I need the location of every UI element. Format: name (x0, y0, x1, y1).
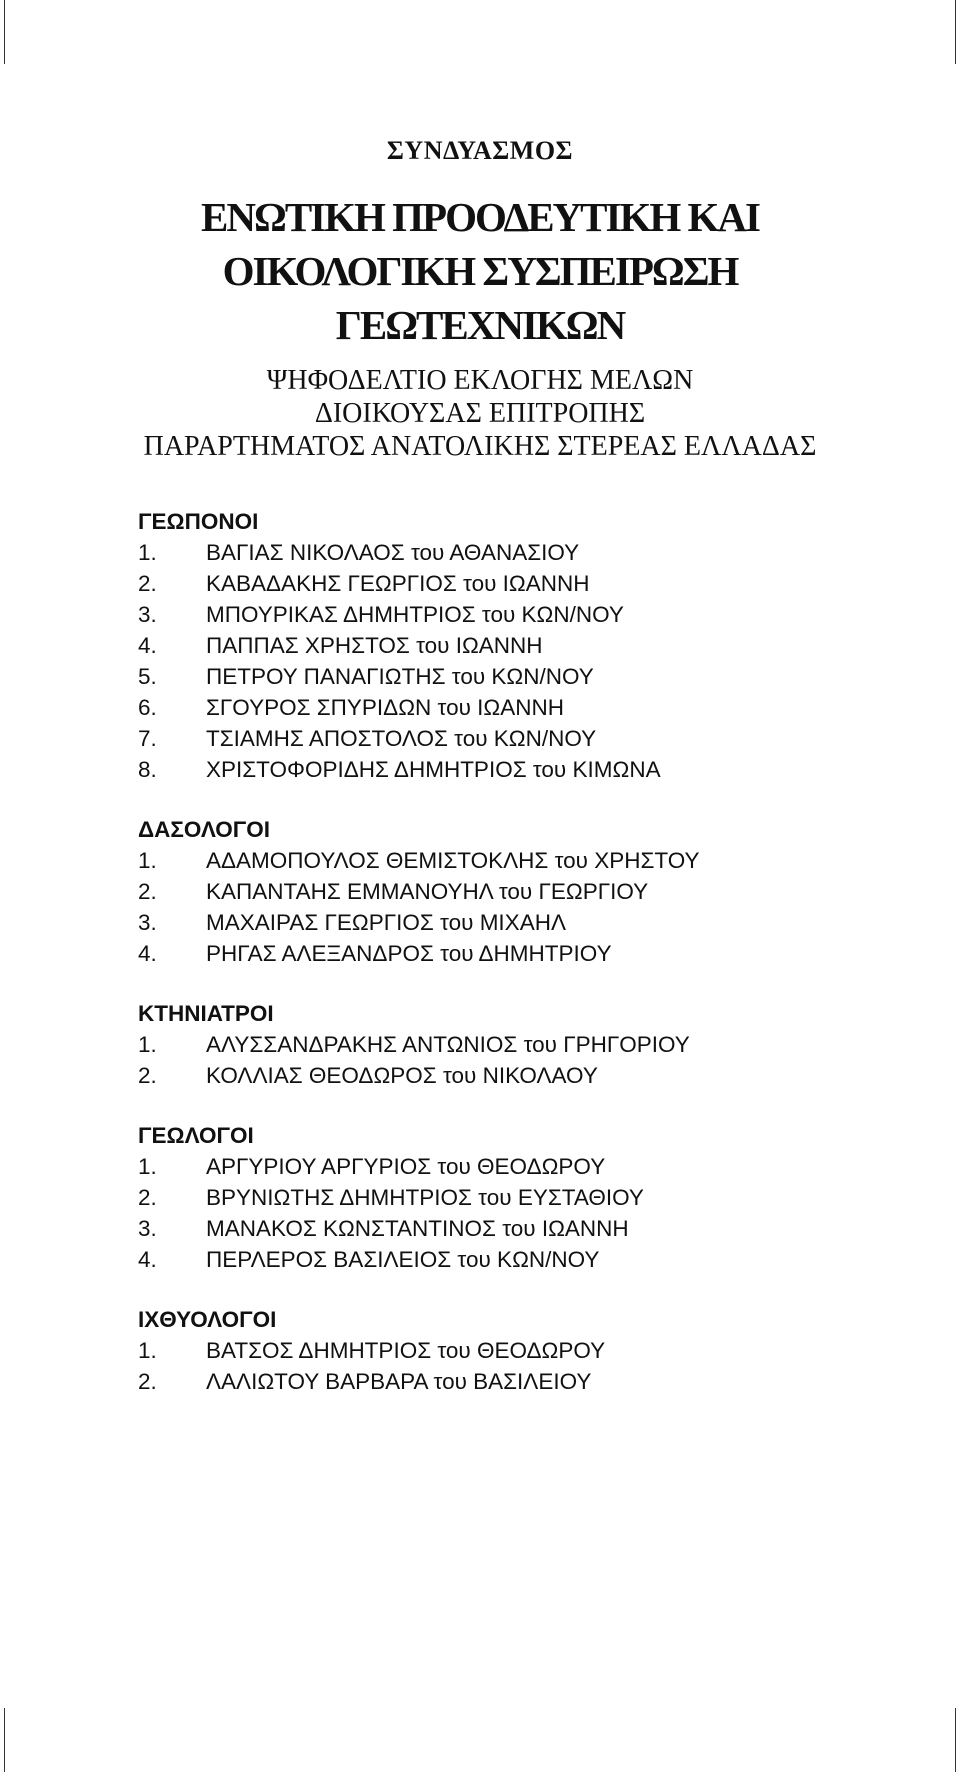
ballot-title-line: ΔΙΟΙΚΟΥΣΑΣ ΕΠΙΤΡΟΠΗΣ (314, 398, 646, 429)
candidate-number: 2. (138, 879, 157, 904)
candidate-item (138, 1335, 938, 1366)
crop-mark-top-right (955, 0, 956, 64)
candidate-item (138, 1366, 938, 1397)
candidate-item (138, 876, 938, 907)
section-dasologoi (138, 814, 938, 969)
candidate-lists (138, 506, 938, 1426)
candidate-number: 2. (138, 1063, 157, 1088)
candidate-name: ΠΑΠΠΑΣ ΧΡΗΣΤΟΣ του ΙΩΑΝΝΗ (206, 633, 543, 658)
section-title: ΓΕΩΛΟΓΟΙ (138, 1123, 254, 1148)
candidate-number: 8. (138, 757, 157, 782)
candidate-name: ΡΗΓΑΣ ΑΛΕΞΑΝΔΡΟΣ του ΔΗΜΗΤΡΙΟΥ (206, 941, 612, 966)
candidate-item (138, 845, 938, 876)
candidate-item (138, 537, 938, 568)
candidate-item (138, 1182, 938, 1213)
candidate-name: ΤΣΙΑΜΗΣ ΑΠΟΣΤΟΛΟΣ του ΚΩΝ/ΝΟΥ (206, 726, 597, 751)
candidate-item (138, 661, 938, 692)
candidate-number: 1. (138, 540, 157, 565)
candidate-name: ΚΟΛΛΙΑΣ ΘΕΟΔΩΡΟΣ του ΝΙΚΟΛΑΟΥ (206, 1063, 598, 1088)
section-geoponoi (138, 506, 938, 785)
candidate-item (138, 938, 938, 969)
section-title: ΚΤΗΝΙΑΤΡΟΙ (138, 1001, 274, 1026)
candidate-item (138, 1060, 938, 1091)
ballot-title-line: ΠΑΡΑΡΤΗΜΑΤΟΣ ΑΝΑΤΟΛΙΚΗΣ ΣΤΕΡΕΑΣ ΕΛΛΑΔΑΣ (143, 431, 817, 462)
candidate-name: ΜΑΧΑΙΡΑΣ ΓΕΩΡΓΙΟΣ του ΜΙΧΑΗΛ (206, 910, 566, 935)
candidate-number: 2. (138, 1369, 157, 1394)
candidate-number: 1. (138, 848, 157, 873)
candidate-item (138, 723, 938, 754)
candidate-number: 3. (138, 910, 157, 935)
candidate-number: 2. (138, 571, 157, 596)
section-title: ΓΕΩΠΟΝΟΙ (138, 509, 259, 534)
candidate-name: ΑΛΥΣΣΑΝΔΡΑΚΗΣ ΑΝΤΩΝΙΟΣ του ΓΡΗΓΟΡΙΟΥ (206, 1032, 690, 1057)
candidate-name: ΠΕΡΛΕΡΟΣ ΒΑΣΙΛΕΙΟΣ του ΚΩΝ/ΝΟΥ (206, 1247, 600, 1272)
section-geologoi (138, 1120, 938, 1275)
crop-mark-top-left (4, 0, 5, 64)
section-title: ΔΑΣΟΛΟΓΟΙ (138, 817, 271, 842)
candidate-name: ΣΓΟΥΡΟΣ ΣΠΥΡΙΔΩΝ του ΙΩΑΝΝΗ (206, 695, 564, 720)
candidate-number: 6. (138, 695, 157, 720)
candidate-number: 3. (138, 602, 157, 627)
candidate-name: ΑΔΑΜΟΠΟΥΛΟΣ ΘΕΜΙΣΤΟΚΛΗΣ του ΧΡΗΣΤΟΥ (206, 848, 700, 873)
candidate-item (138, 1029, 938, 1060)
party-name-line: ΕΝΩΤΙΚΗ ΠΡΟΟΔΕΥΤΙΚΗ ΚΑΙ (201, 194, 759, 240)
ballot-title-line: ΨΗΦΟΔΕΛΤΙΟ ΕΚΛΟΓΗΣ ΜΕΛΩΝ (266, 365, 694, 396)
party-name-line: ΓΕΩΤΕΧΝΙΚΩΝ (335, 302, 625, 348)
candidate-number: 4. (138, 1247, 157, 1272)
ballot-title (0, 364, 960, 463)
candidate-item (138, 754, 938, 785)
candidate-number: 3. (138, 1216, 157, 1241)
candidate-name: ΜΠΟΥΡΙΚΑΣ ΔΗΜΗΤΡΙΟΣ του ΚΩΝ/ΝΟΥ (206, 602, 624, 627)
candidate-item (138, 1213, 938, 1244)
candidate-number: 4. (138, 941, 157, 966)
candidate-name: ΒΑΤΣΟΣ ΔΗΜΗΤΡΙΟΣ του ΘΕΟΔΩΡΟΥ (206, 1338, 606, 1363)
crop-mark-bottom-left (4, 1708, 5, 1772)
candidate-name: ΚΑΠΑΝΤΑΗΣ ΕΜΜΑΝΟΥΗΛ του ΓΕΩΡΓΙΟΥ (206, 879, 649, 904)
party-name-line: ΟΙΚΟΛΟΓΙΚΗ ΣΥΣΠΕΙΡΩΣΗ (222, 248, 738, 294)
candidate-item (138, 630, 938, 661)
candidate-item (138, 1244, 938, 1275)
candidate-item (138, 907, 938, 938)
candidate-number: 1. (138, 1032, 157, 1057)
candidate-number: 7. (138, 726, 157, 751)
candidate-item (138, 599, 938, 630)
candidate-name: ΒΡΥΝΙΩΤΗΣ ΔΗΜΗΤΡΙΟΣ του ΕΥΣΤΑΘΙΟΥ (206, 1185, 644, 1210)
candidate-name: ΜΑΝΑΚΟΣ ΚΩΝΣΤΑΝΤΙΝΟΣ του ΙΩΑΝΝΗ (206, 1216, 629, 1241)
candidate-name: ΒΑΓΙΑΣ ΝΙΚΟΛΑΟΣ του ΑΘΑΝΑΣΙΟΥ (206, 540, 580, 565)
candidate-item (138, 568, 938, 599)
candidate-item (138, 692, 938, 723)
candidate-number: 4. (138, 633, 157, 658)
section-ktiniatroi (138, 998, 938, 1091)
candidate-number: 5. (138, 664, 157, 689)
coalition-label: ΣΥΝΔΥΑΣΜΟΣ (386, 136, 574, 165)
candidate-name: ΠΕΤΡΟΥ ΠΑΝΑΓΙΩΤΗΣ του ΚΩΝ/ΝΟΥ (206, 664, 594, 689)
party-name (0, 190, 960, 352)
section-title: ΙΧΘΥΟΛΟΓΟΙ (138, 1307, 277, 1332)
candidate-name: ΧΡΙΣΤΟΦΟΡΙΔΗΣ ΔΗΜΗΤΡΙΟΣ του ΚΙΜΩΝΑ (206, 757, 661, 782)
section-ichthyologoi (138, 1304, 938, 1397)
candidate-item (138, 1151, 938, 1182)
candidate-name: ΑΡΓΥΡΙΟΥ ΑΡΓΥΡΙΟΣ του ΘΕΟΔΩΡΟΥ (206, 1154, 606, 1179)
candidate-number: 2. (138, 1185, 157, 1210)
candidate-number: 1. (138, 1338, 157, 1363)
candidate-name: ΛΑΛΙΩΤΟΥ ΒΑΡΒΑΡΑ του ΒΑΣΙΛΕΙΟΥ (206, 1369, 592, 1394)
candidate-number: 1. (138, 1154, 157, 1179)
crop-mark-bottom-right (955, 1708, 956, 1772)
candidate-name: ΚΑΒΑΔΑΚΗΣ ΓΕΩΡΓΙΟΣ του ΙΩΑΝΝΗ (206, 571, 590, 596)
